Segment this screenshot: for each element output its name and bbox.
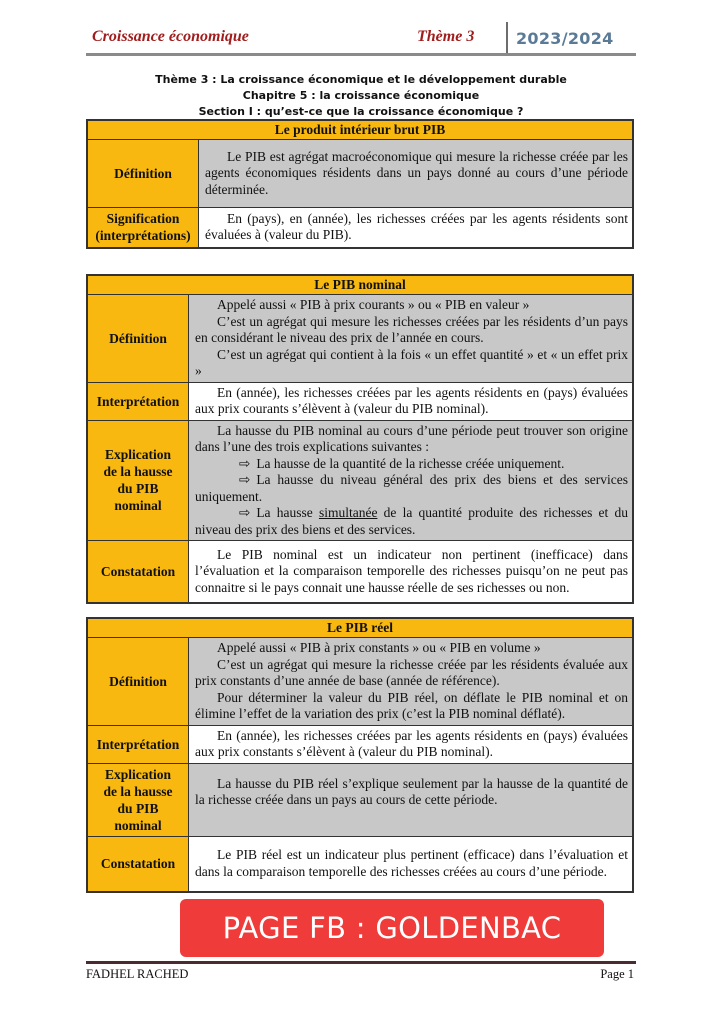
row-label-explication: Explication de la hausse du PIB nominal	[87, 763, 189, 836]
row-content-interpretation: En (année), les richesses créées par les agents résidents en (pays) évaluées aux prix courants s’élèvent à (valeur du PIB nominal).	[189, 382, 634, 420]
bullet-item: ⇨ La hausse simultanée de la quantité produite des richesses et du niveau des prix des biens et des services.	[195, 505, 628, 537]
bullet-item: ⇨ La hausse du niveau général des prix des biens et des services uniquement.	[195, 472, 628, 504]
row-label-interpretation: Interprétation	[87, 725, 189, 763]
header-divider	[86, 53, 636, 56]
row-content-definition: Le PIB est agrégat macroéconomique qui mesure la richesse créée par les agents économiques résidents dans un pays donné au cours d’une période déterminée.	[199, 140, 634, 208]
row-label-definition: Définition	[87, 295, 189, 383]
row-content-definition: Appelé aussi « PIB à prix constants » ou « PIB en volume » C’est un agrégat qui mesure la richesse créée par les résidents évaluée aux prix constants d’une année de base (année de référence). Pour déterminer la valeur du PIB réel, on déflate le PIB nominal et on élimine l’effet de la variation des prix (c’est la PIB nominal déflaté).	[189, 638, 634, 726]
row-label-constatation: Constatation	[87, 836, 189, 892]
row-content-constatation: Le PIB réel est un indicateur plus pertinent (efficace) dans l’évaluation et dans la comparaison temporelle des richesses créées au cours d’une période.	[189, 836, 634, 892]
header-year: 2023/2024	[516, 29, 614, 48]
row-label-constatation: Constatation	[87, 541, 189, 603]
header-theme: Thème 3	[417, 28, 475, 45]
row-content-constatation: Le PIB nominal est un indicateur non pertinent (inefficace) dans l’évaluation et la comparaison temporelle des richesses puisqu’on ne peut pas connaitre si le pays connait une hausse réelle de ses richesses ou non.	[189, 541, 634, 603]
row-label-interpretation: Interprétation	[87, 382, 189, 420]
bullet-item: ⇨ La hausse de la quantité de la richesse créée uniquement.	[195, 456, 628, 473]
row-content-explication: La hausse du PIB nominal au cours d’une période peut trouver son origine dans l’une des trois explications suivantes : ⇨ La hausse de la quantité de la richesse créée uniquement. ⇨ La hausse du niveau général des prix des biens et des services uniquement. ⇨ La hausse simultanée de la quantité produite des richesses et du niveau des prix des biens et des services.	[189, 420, 634, 541]
facebook-page-banner: PAGE FB : GOLDENBAC	[180, 899, 604, 957]
footer-page-number: Page 1	[600, 967, 634, 981]
chapter-title: Chapitre 5 : la croissance économique	[242, 89, 480, 102]
theme-title: Thème 3 : La croissance économique et le développement durable	[155, 73, 567, 86]
page-header	[86, 22, 636, 56]
header-separator	[506, 22, 508, 56]
arrow-right-icon: ⇨	[239, 505, 251, 520]
row-label-definition: Définition	[87, 140, 199, 208]
row-content-definition: Appelé aussi « PIB à prix courants » ou « PIB en valeur » C’est un agrégat qui mesure les richesses créées par les résidents d’un pays en considérant le niveau des prix de l’année en cours. C’est un agrégat qui contient à la fois « un effet quantité » et « un effet prix »	[189, 295, 634, 383]
document-titles	[86, 72, 636, 120]
table-pib-nominal	[86, 274, 634, 604]
arrow-right-icon: ⇨	[239, 455, 251, 471]
row-label-definition: Définition	[87, 638, 189, 726]
row-label-explication: Explication de la hausse du PIB nominal	[87, 420, 189, 541]
footer-divider	[86, 961, 636, 964]
header-title: Croissance économique	[92, 28, 249, 45]
row-content-signification: En (pays), en (année), les richesses créées par les agents résidents sont évaluées à (valeur du PIB).	[199, 208, 634, 248]
row-label-signification: Signification (interprétations)	[87, 208, 199, 248]
underlined-word: simultanée	[318, 505, 378, 520]
section-title: Section I : qu’est-ce que la croissance économique ?	[198, 105, 524, 118]
table-title: Le produit intérieur brut PIB	[87, 120, 633, 140]
row-content-interpretation: En (année), les richesses créées par les agents résidents en (pays) évaluées aux prix constants s’élèvent à (valeur du PIB nominal).	[189, 725, 634, 763]
table-pib	[86, 119, 634, 249]
table-title: Le PIB réel	[87, 618, 633, 638]
arrow-right-icon: ⇨	[239, 472, 251, 487]
row-content-explication: La hausse du PIB réel s’explique seulement par la hausse de la quantité de la richesse créée dans un pays au cours de cette période.	[189, 763, 634, 836]
table-pib-reel	[86, 617, 634, 893]
footer-author: FADHEL RACHED	[86, 967, 189, 981]
table-title: Le PIB nominal	[87, 275, 633, 295]
